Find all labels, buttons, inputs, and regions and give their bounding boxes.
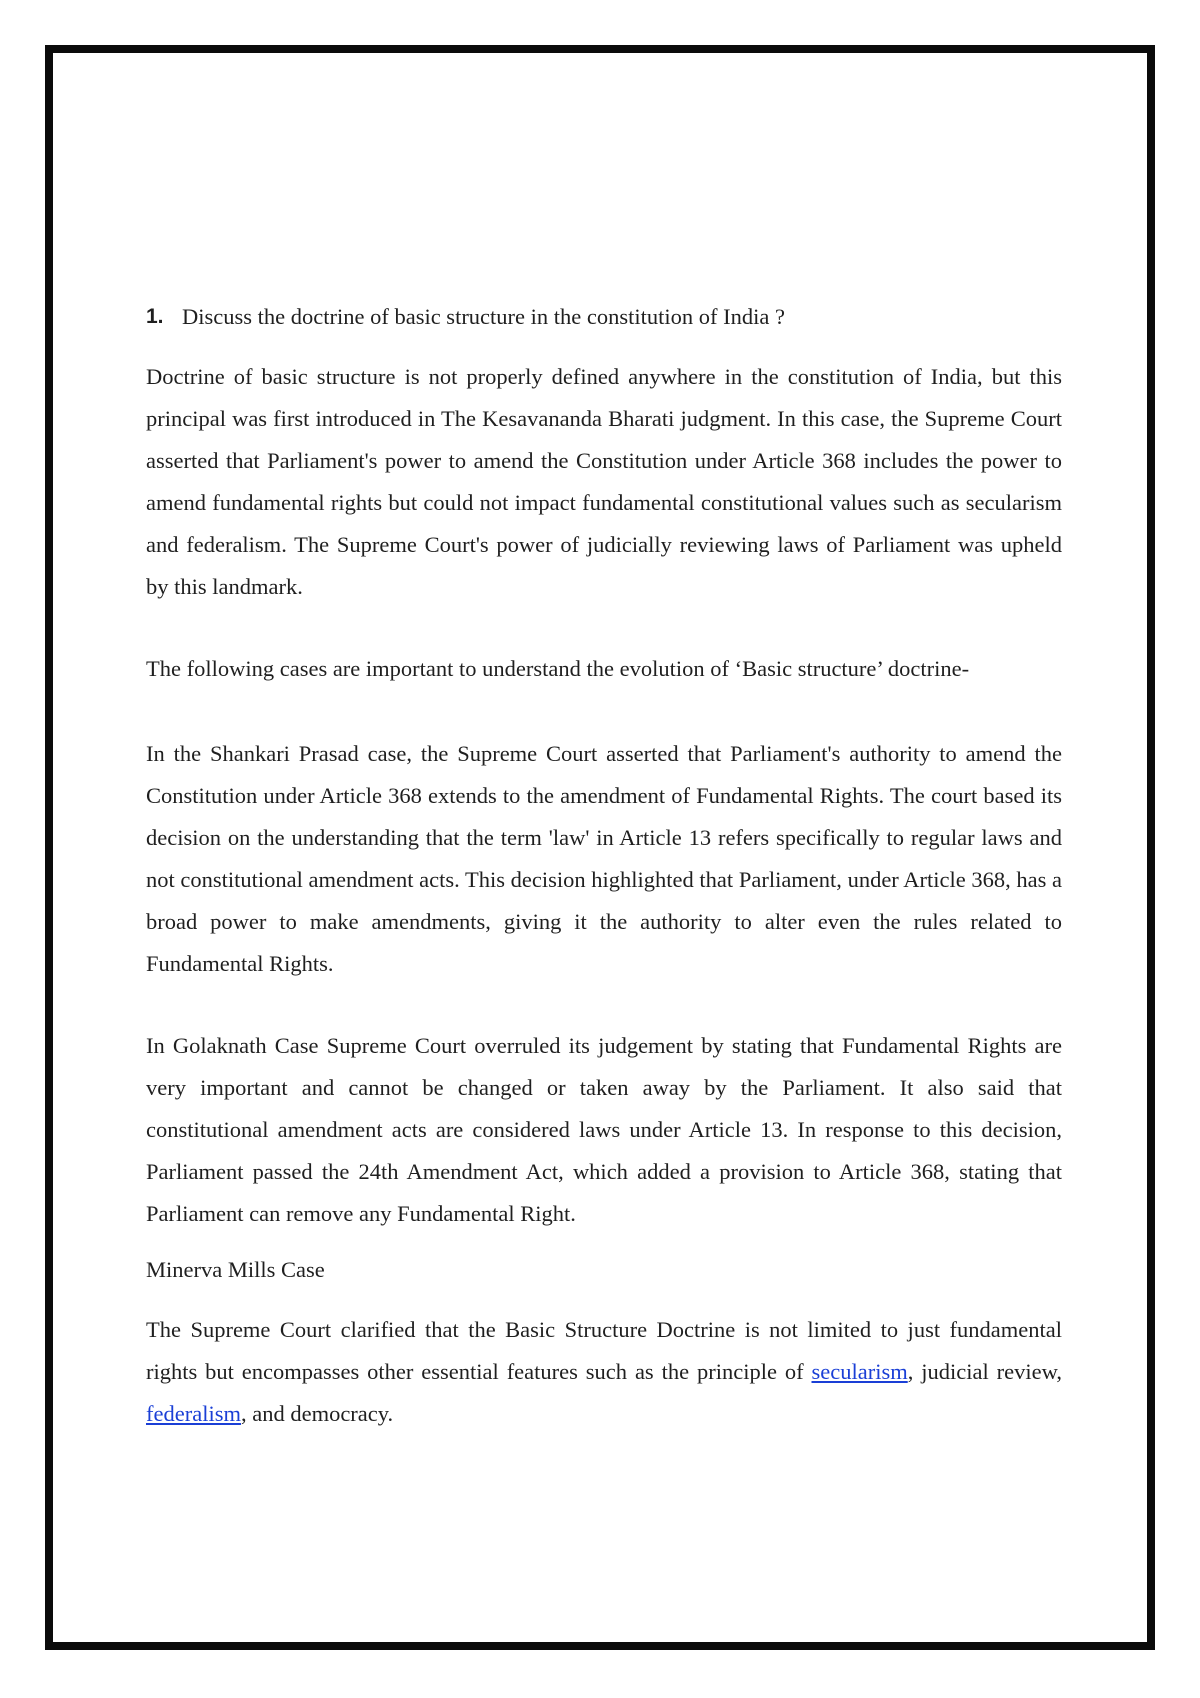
golaknath-paragraph: In Golaknath Case Supreme Court overruled its judgement by stating that Fundamental Rights are very important and cannot be changed or taken away by the Parliament. It also said that constitutional amendment acts are considered laws under Article 13. In response to this decision, Parliament passed the 24th Amendment Act, which added a provision to Article 368, stating that Parliament can remove any Fundamental Right. [146,1033,1062,1226]
cases-intro-paragraph: The following cases are important to understand the evolution of ‘Basic structure’ doctrine- [146,656,970,681]
minerva-text-before: The Supreme Court clarified that the Basic Structure Doctrine is not limited to just fundamental rights but encompasses other essential features such as the principle of [146,1317,1062,1384]
secularism-link[interactable]: secularism [811,1359,908,1384]
question [146,302,1062,332]
minerva-mills-heading: Minerva Mills Case [146,1257,325,1282]
document-body [146,302,1062,1435]
question-number: 1. [146,305,164,328]
federalism-link[interactable]: federalism [146,1401,241,1426]
minerva-mills-paragraph [146,1309,1062,1435]
minerva-text-middle: , judicial review, [907,1359,1063,1384]
answer-intro-paragraph: Doctrine of basic structure is not properly defined anywhere in the constitution of India, but this principal was first introduced in The Kesavananda Bharati judgment. In this case, the Supreme Court asserted that Parliament's power to amend the Constitution under Article 368 includes the power to amend fundamental rights but could not impact fundamental constitutional values such as secularism and federalism. The Supreme Court's power of judicially reviewing laws of Parliament was upheld by this landmark. [146,364,1062,599]
shankari-prasad-paragraph: In the Shankari Prasad case, the Supreme Court asserted that Parliament's authority to amend the Constitution under Article 368 extends to the amendment of Fundamental Rights. The court based its decision on the understanding that the term 'law' in Article 13 refers specifically to regular laws and not constitutional amendment acts. This decision highlighted that Parliament, under Article 368, has a broad power to make amendments, giving it the authority to alter even the rules related to Fundamental Rights. [146,741,1062,976]
minerva-text-after: , and democracy. [240,1401,394,1426]
question-text: Discuss the doctrine of basic structure in the constitution of India ? [182,304,785,329]
